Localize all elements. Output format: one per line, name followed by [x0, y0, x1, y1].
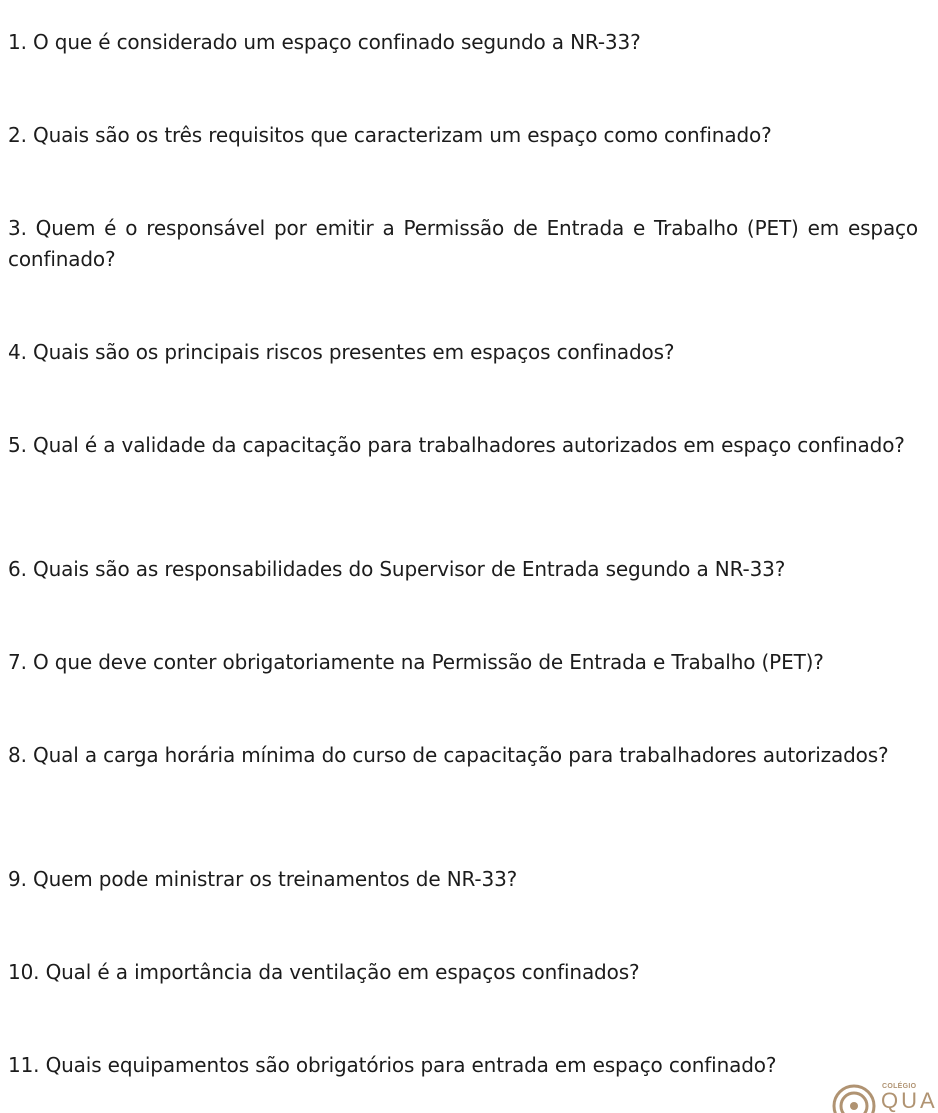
- logo-emblem-icon: [832, 1080, 876, 1106]
- question-9: 9. Quem pode ministrar os treinamentos de NR-33?: [8, 867, 518, 891]
- question-2: 2. Quais são os três requisitos que caracterizam um espaço como confinado?: [8, 123, 772, 147]
- logo-small-text: COLÉGIO: [882, 1083, 917, 1090]
- question-3: 3. Quem é o responsável por emitir a Permissão de Entrada e Trabalho (PET) em espaço confinado?: [8, 216, 918, 271]
- question-10: 10. Qual é a importância da ventilação em espaços confinados?: [8, 960, 640, 984]
- question-11: 11. Quais equipamentos são obrigatórios para entrada em espaço confinado?: [8, 1053, 777, 1077]
- logo-big-text: QUA: [881, 1088, 938, 1113]
- question-7: 7. O que deve conter obrigatoriamente na Permissão de Entrada e Trabalho (PET)?: [8, 650, 824, 674]
- question-1: 1. O que é considerado um espaço confinado segundo a NR-33?: [8, 30, 641, 54]
- school-logo: [832, 1080, 938, 1113]
- question-8: 8. Qual a carga horária mínima do curso de capacitação para trabalhadores autorizados?: [8, 743, 889, 767]
- question-6: 6. Quais são as responsabilidades do Supervisor de Entrada segundo a NR-33?: [8, 557, 786, 581]
- question-5: 5. Qual é a validade da capacitação para trabalhadores autorizados em espaço confinado?: [8, 433, 905, 457]
- question-4: 4. Quais são os principais riscos presentes em espaços confinados?: [8, 340, 675, 364]
